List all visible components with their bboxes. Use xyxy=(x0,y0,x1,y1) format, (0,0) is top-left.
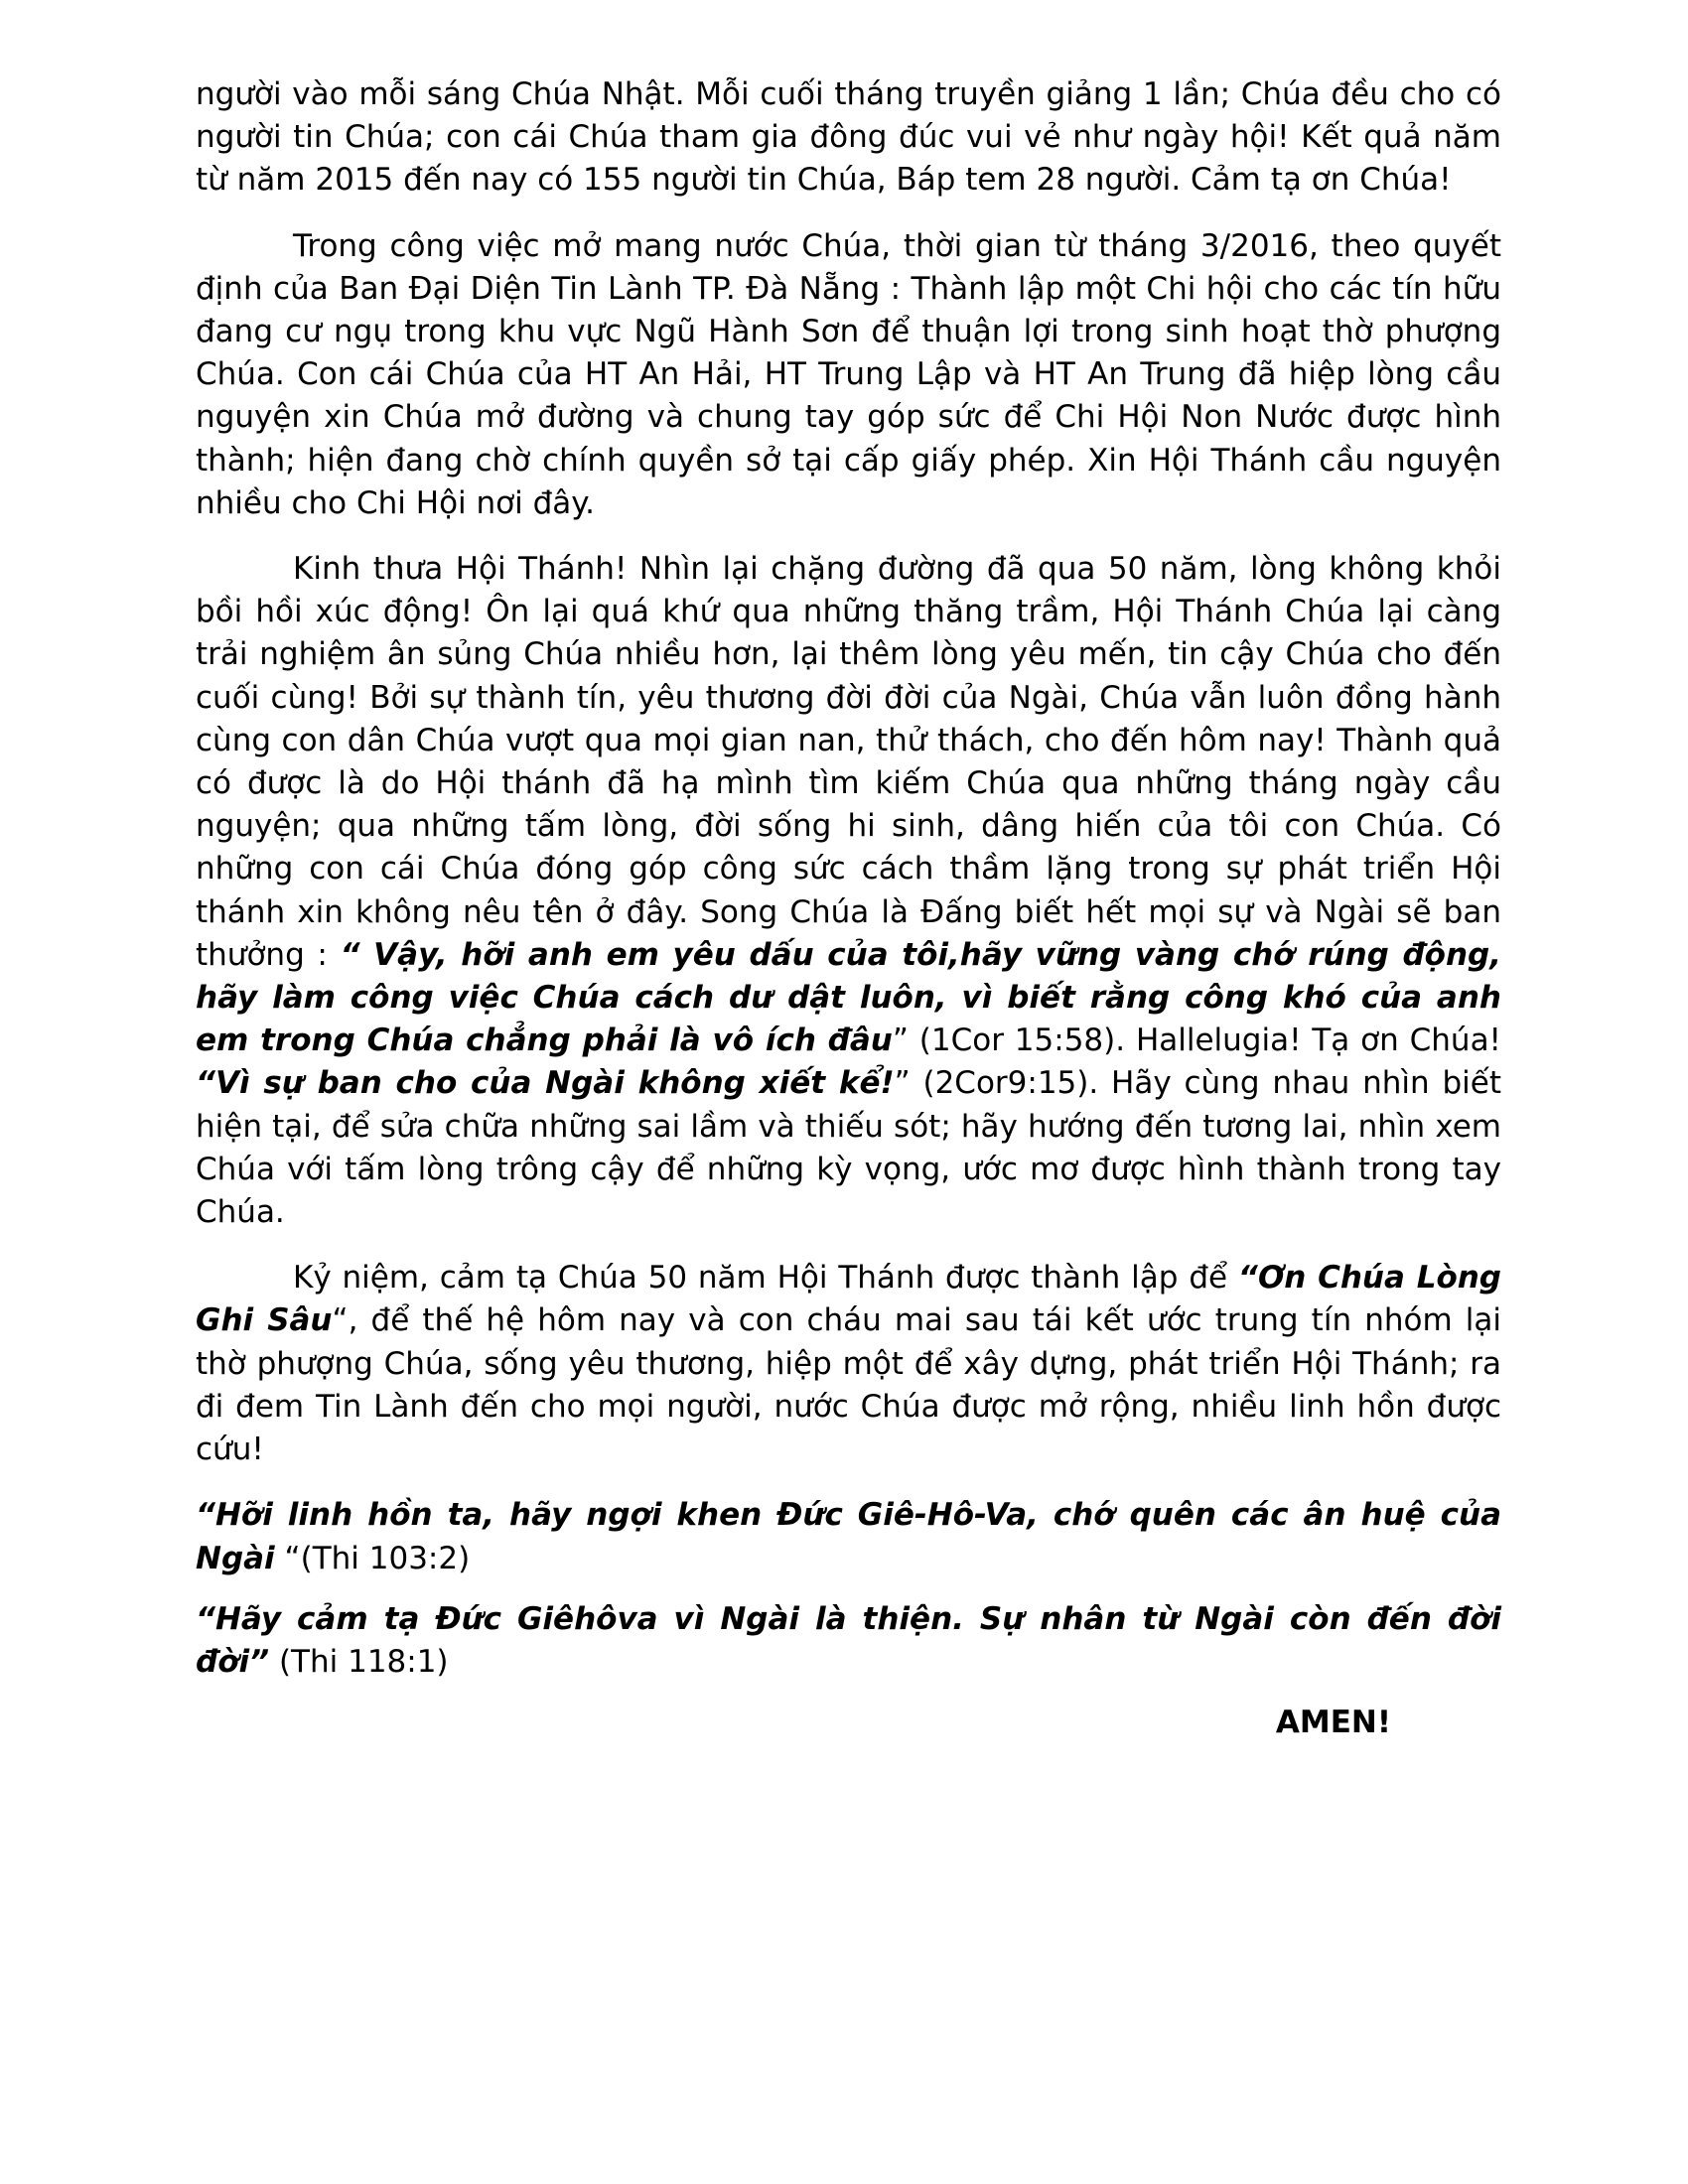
verse-psalm-118-text: “Hãy cảm tạ Đức Giêhôva vì Ngài là thiện. Sự nhân từ Ngài còn đến đời đời” xyxy=(196,1600,1501,1680)
verse-psalm-103-text: “Hỡi linh hồn ta, hãy ngợi khen Đức Giê-Hô-Va, chớ quên các ân huệ của Ngài xyxy=(196,1497,1501,1576)
closing-amen: AMEN! xyxy=(1275,1705,1391,1741)
paragraph-3-closing: ” (2Cor9:15). Hãy cùng nhau nhìn biết hiện tại, để sửa chữa những sai lầm và thiếu sót; hãy hướng đến tương lai, nhìn xem Chúa với tấm lòng trông cậy để những kỳ vọng, ước mơ được hình thành trong tay Chúa. xyxy=(196,1065,1501,1231)
paragraph-4-intro: Kỷ niệm, cảm tạ Chúa 50 năm Hội Thánh được thành lập để xyxy=(293,1260,1238,1297)
verse-psalm-103-ref: “(Thi 103:2) xyxy=(284,1540,471,1576)
paragraph-1-text: người vào mỗi sáng Chúa Nhật. Mỗi cuối tháng truyền giảng 1 lần; Chúa đều cho có người tin Chúa; con cái Chúa tham gia đông đúc vui vẻ như ngày hội! Kết quả năm từ năm 2015 đến nay có 155 người tin Chúa, Báp tem 28 người. Cảm tạ ơn Chúa! xyxy=(196,76,1501,199)
verse-psalm-103 xyxy=(196,1494,1501,1579)
paragraph-1 xyxy=(196,73,1501,203)
scripture-quote-1cor: “ Vậy, hỡi anh em yêu dấu của tôi,hãy vững vàng chớ rúng động, hãy làm công việc Chúa cách dư dật luôn, vì biết rằng công khó của anh em trong Chúa chẳng phải là vô ích đâu xyxy=(196,936,1501,1059)
paragraph-3 xyxy=(196,548,1501,1234)
anniversary-motto: “Ơn Chúa Lòng Ghi Sâu xyxy=(196,1260,1501,1339)
scripture-quote-2cor: “Vì sự ban cho của Ngài không xiết kể! xyxy=(196,1065,895,1102)
document-page xyxy=(196,73,1501,1744)
paragraph-2 xyxy=(196,225,1501,525)
paragraph-4-rest: “, để thế hệ hôm nay và con cháu mai sau tái kết ước trung tín nhóm lại thờ phượng Chúa, sống yêu thương, hiệp một để xây dựng, phát triển Hội Thánh; ra đi đem Tin Lành đến cho mọi người, nước Chúa được mở rộng, nhiều linh hồn được cứu! xyxy=(196,1302,1501,1468)
scripture-ref-1cor: ” (1Cor 15:58). Hallelugia! Tạ ơn Chúa! xyxy=(892,1023,1501,1059)
verse-psalm-118 xyxy=(196,1598,1501,1684)
paragraph-4 xyxy=(196,1257,1501,1471)
paragraph-3-intro: Kinh thưa Hội Thánh! Nhìn lại chặng đường đã qua 50 năm, lòng không khỏi bồi hồi xúc động! Ôn lại quá khứ qua những thăng trầm, Hội Thánh Chúa lại càng trải nghiệm ân sủng Chúa nhiều hơn, lại thêm lòng yêu mến, tin cậy Chúa cho đến cuối cùng! Bởi sự thành tín, yêu thương đời đời của Ngài, Chúa vẫn luôn đồng hành cùng con dân Chúa vượt qua mọi gian nan, thử thách, cho đến hôm nay! Thành quả có được là do Hội thánh đã hạ mình tìm kiếm Chúa qua những tháng ngày cầu nguyện; qua những tấm lòng, đời sống hi sinh, dâng hiến của tôi con Chúa. Có những con cái Chúa đóng góp công sức cách thầm lặng trong sự phát triển Hội thánh xin không nêu tên ở đây. Song Chúa là Đấng biết hết mọi sự và Ngài sẽ ban thưởng : xyxy=(196,551,1501,973)
verse-psalm-118-ref: (Thi 118:1) xyxy=(278,1643,449,1680)
paragraph-2-text: Trong công việc mở mang nước Chúa, thời gian từ tháng 3/2016, theo quyết định của Ban Đại Diện Tin Lành TP. Đà Nẵng : Thành lập một Chi hội cho các tín hữu đang cư ngụ trong khu vực Ngũ Hành Sơn để thuận lợi trong sinh hoạt thờ phượng Chúa. Con cái Chúa của HT An Hải, HT Trung Lập và HT An Trung đã hiệp lòng cầu nguyện xin Chúa mở đường và chung tay góp sức để Chi Hội Non Nước được hình thành; hiện đang chờ chính quyền sở tại cấp giấy phép. Xin Hội Thánh cầu nguyện nhiều cho Chi Hội nơi đây. xyxy=(196,227,1501,521)
